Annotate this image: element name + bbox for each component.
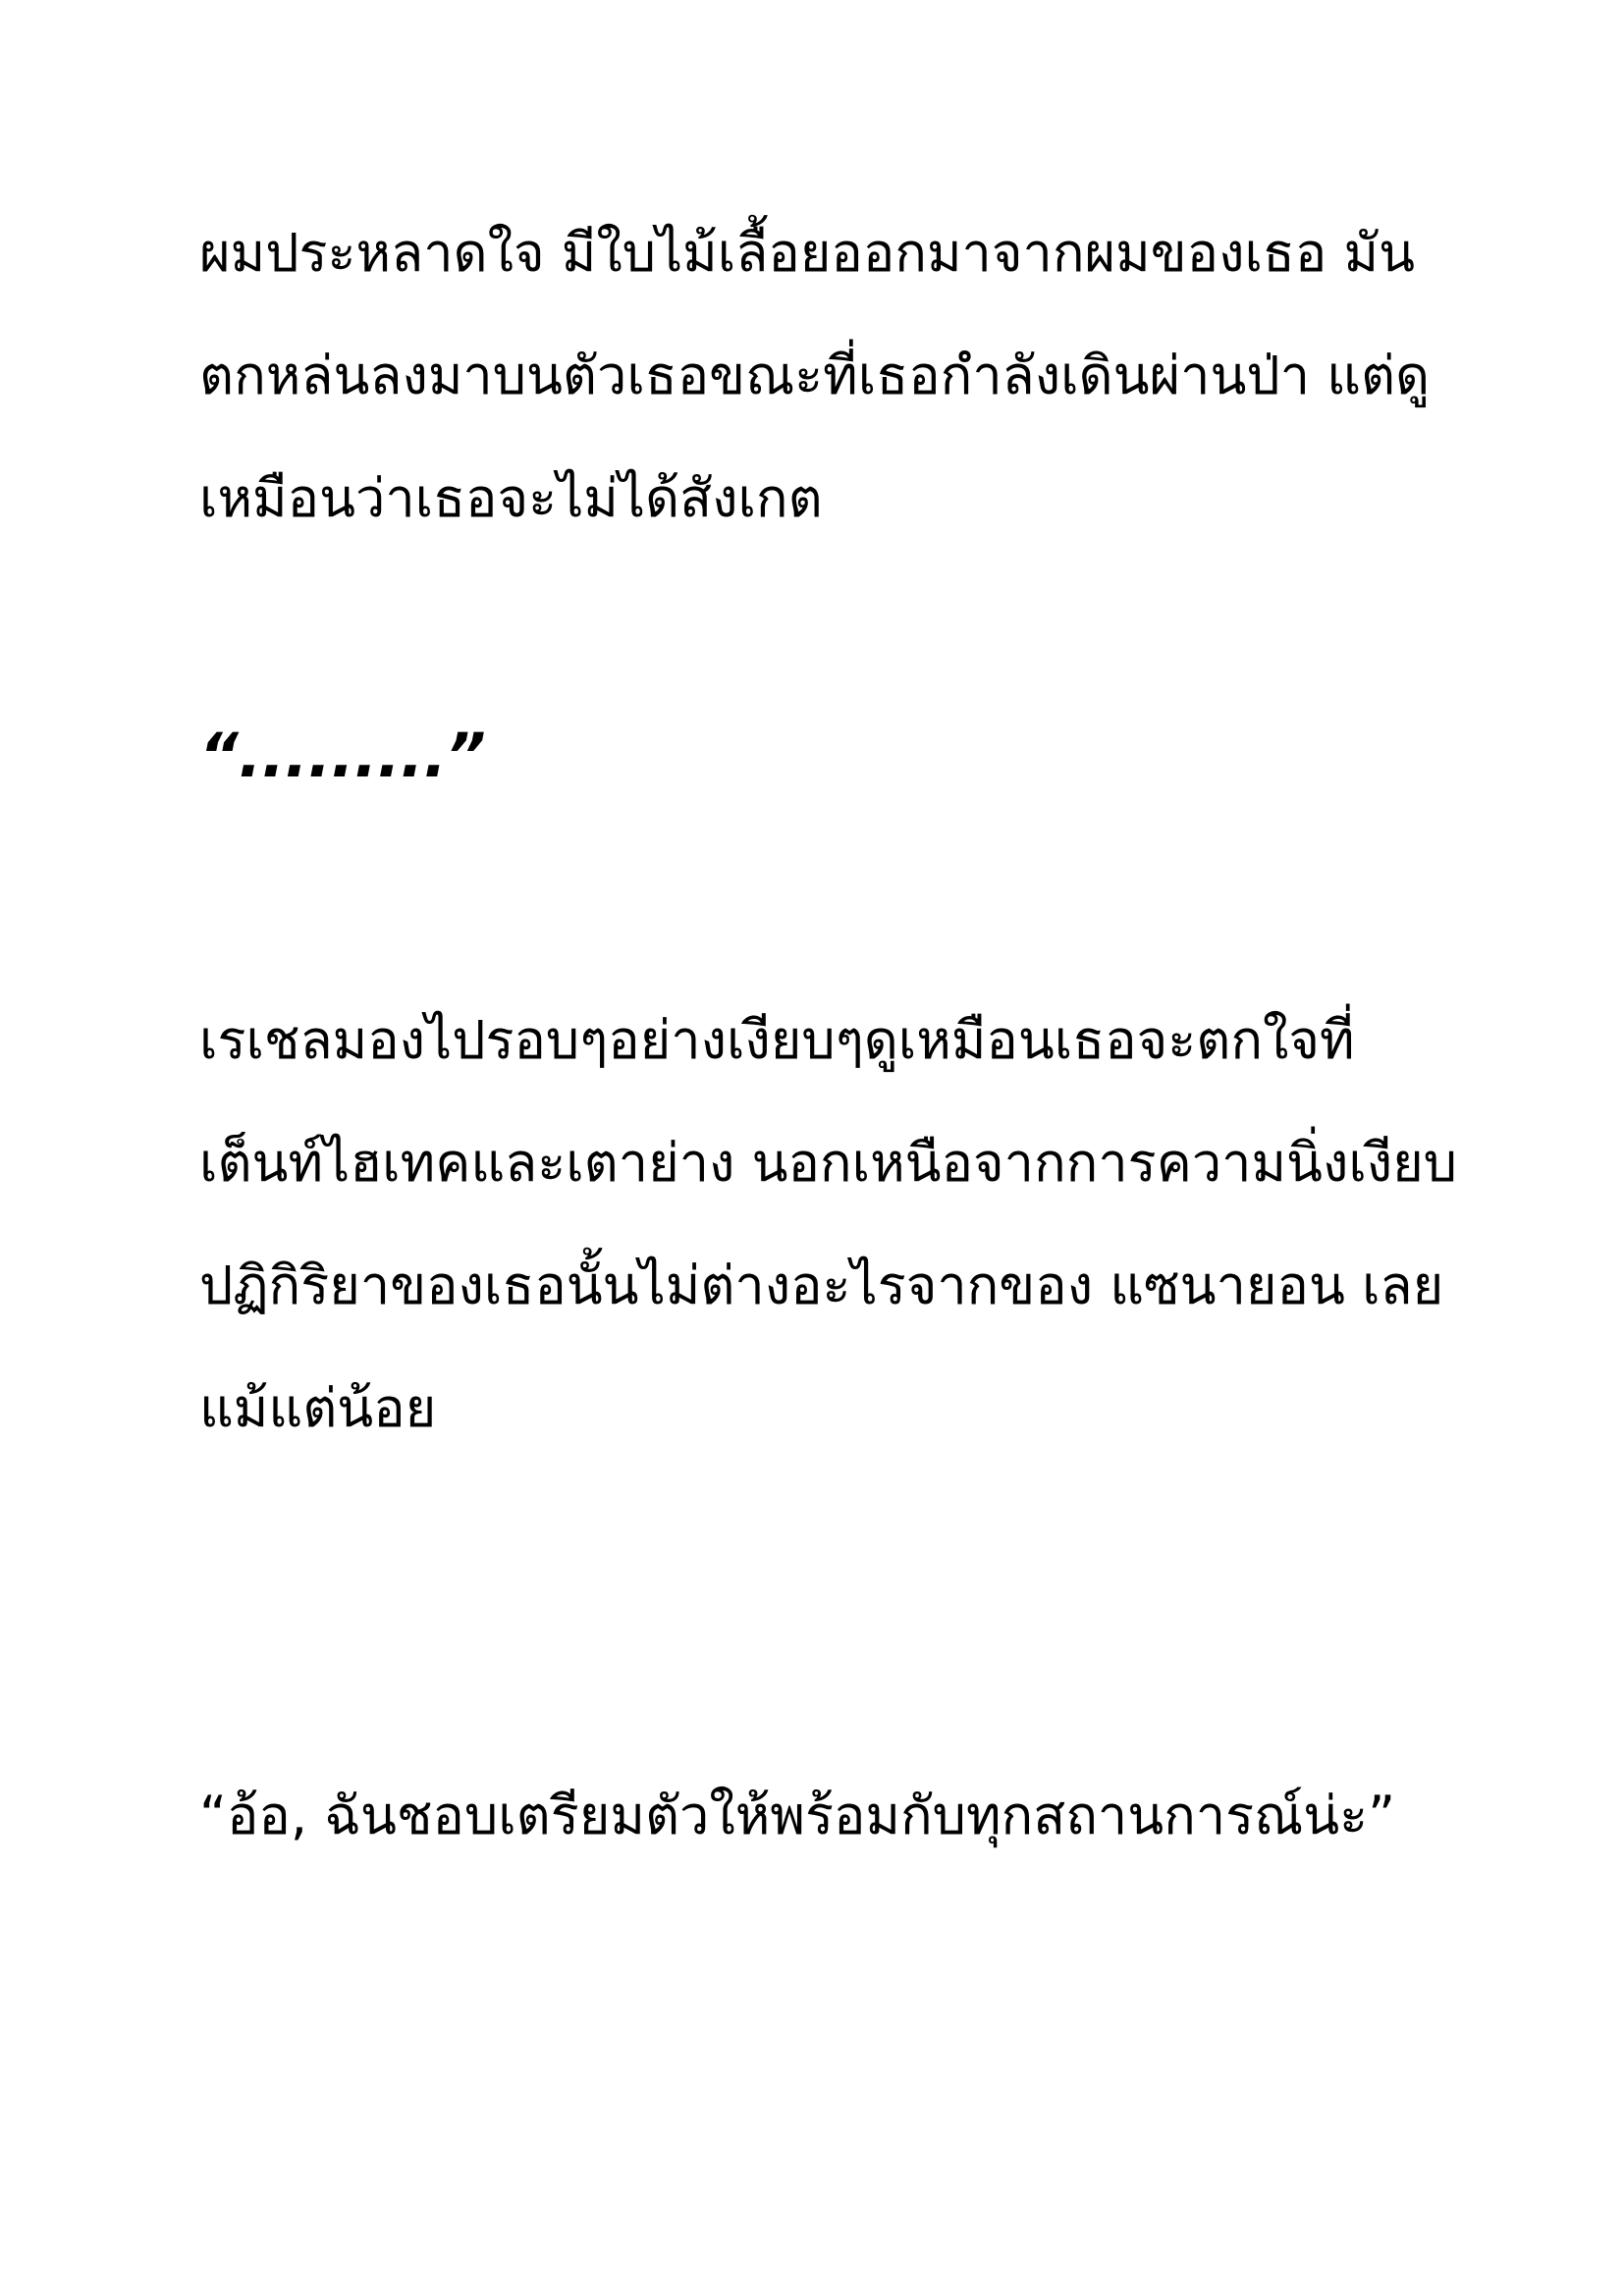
dialogue-ellipsis: “.........” — [199, 720, 486, 791]
paragraph-2-line-1: เรเชลมองไปรอบๆอย่างเงียบๆดูเหมือนเธอจะตกใจที่ — [199, 1009, 1355, 1071]
paragraph-1-line-3: เหมือนว่าเธอจะไม่ได้สังเกต — [199, 467, 823, 529]
paragraph-2-line-3: ปฏิกิริยาของเธอนั้นไม่ต่างอะไรจากของ แซนายอน เลย — [199, 1255, 1444, 1316]
paragraph-1-line-1: ผมประหลาดใจ มีใบไม้เลื้อยออกมาจากผมของเธอ มัน — [199, 222, 1415, 284]
dialogue-quote: “อ้อ, ฉันชอบเตรียมตัวให้พร้อมกับทุกสถานการณ์น่ะ” — [199, 1785, 1396, 1846]
paragraph-2-line-4: แม้แต่น้อย — [199, 1377, 437, 1439]
paragraph-2-line-2: เต็นท์ไฮเทคและเตาย่าง นอกเหนือจากการความนิ่งเงียบ — [199, 1132, 1458, 1194]
paragraph-1-line-2: ตกหล่นลงมาบนตัวเธอขณะที่เธอกำลังเดินผ่านป่า แต่ดู — [199, 345, 1431, 406]
